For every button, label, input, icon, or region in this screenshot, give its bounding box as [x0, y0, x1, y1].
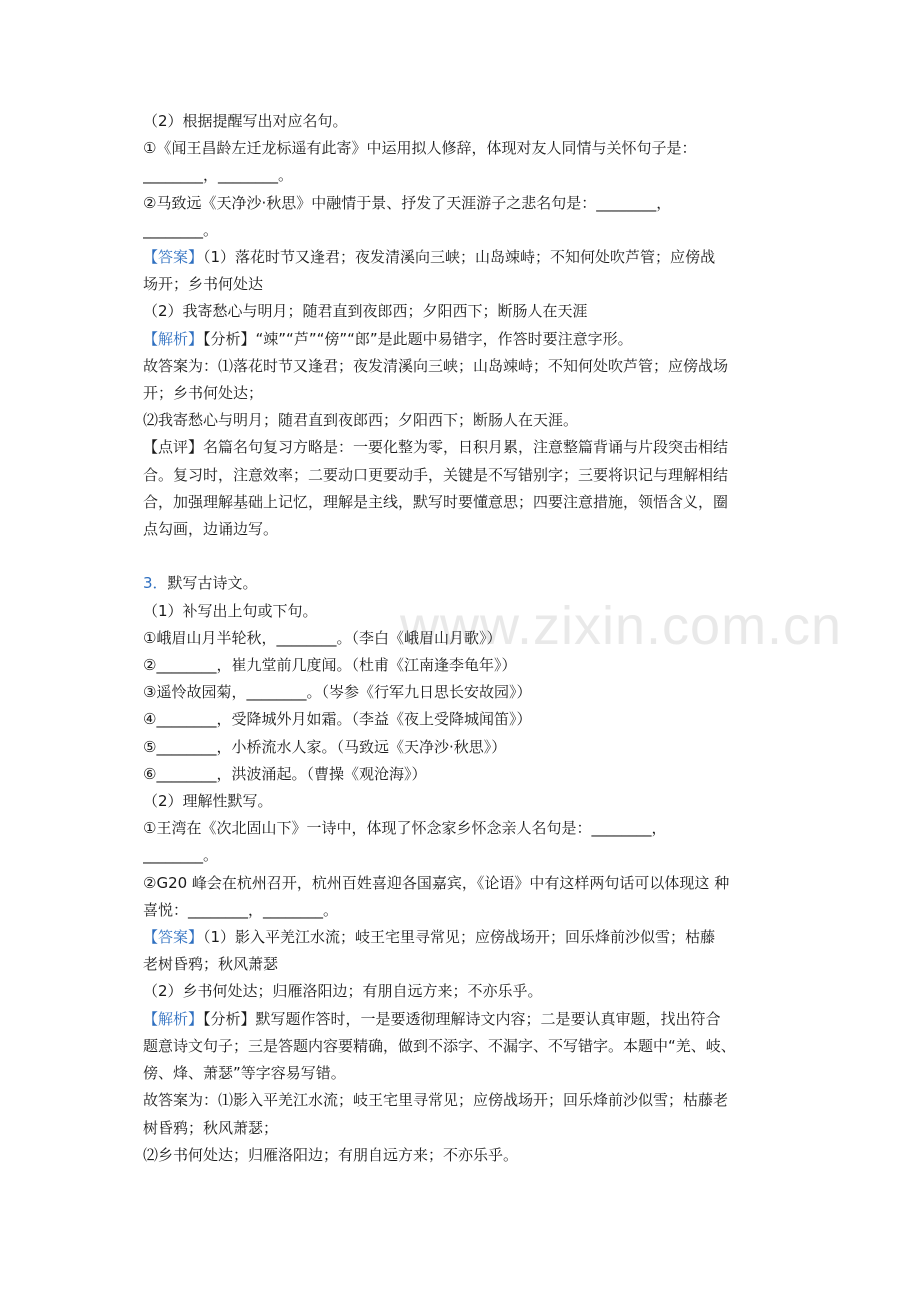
- q3-item1-blanks: ________。: [143, 846, 219, 865]
- q3-item: ⑥________，洪波涌起。（曹操《观沧海》）: [143, 764, 427, 783]
- q2-solution-line2: 开；乡书何处达；: [143, 384, 264, 403]
- q2-comment-line3: 合，加强理解基础上记忆，理解是主线，默写时要懂意思；四要注意措施，领悟含义，圈: [143, 492, 729, 511]
- answer-text: （1）影入平羌江水流；岐王宅里寻常见；应傍战场开；回乐烽前沙似雪；枯藤: [203, 928, 716, 947]
- q3-answer-part2: （2）乡书何处达；归雁洛阳边；有朋自远方来；不亦乐乎。: [143, 982, 543, 1001]
- q3-item: ④________，受降城外月如霜。（李益《夜上受降城闻笛》）: [143, 710, 532, 729]
- q3-solution-part2: ⑵乡书何处达；归雁洛阳边；有朋自远方来；不亦乐乎。: [143, 1145, 519, 1164]
- q3-item: ③遥怜故园菊，________。（岑参《行军九日思长安故园》）: [143, 683, 532, 702]
- q2-solution-part2: ⑵我寄愁心与明月；随君直到夜郎西；夕阳西下；断肠人在天涯。: [143, 411, 579, 430]
- q3-title: [143, 570, 783, 597]
- q3-item: ②________，崔九堂前几度闻。（杜甫《江南逢李龟年》）: [143, 656, 517, 675]
- q3-item2-blanks: 喜悦：________，________。: [143, 900, 339, 919]
- q3-solution-line2: 树昏鸦；秋风萧瑟；: [143, 1118, 279, 1137]
- q2-comment-line4: 点勾画，边诵边写。: [143, 520, 279, 539]
- question-title: 默写古诗文。: [167, 574, 258, 593]
- analysis-text: 【分析】“竦”“芦”“傍”“郎”是此题中易错字，作答时要注意字形。: [203, 329, 633, 348]
- q3-part2-heading: （2）理解性默写。: [143, 792, 273, 811]
- question-number: 3．: [143, 574, 168, 593]
- analysis-text: 【分析】默写题作答时，一是要透彻理解诗文内容；二是要认真审题，找出符合: [203, 1009, 721, 1028]
- q3-item: ①峨眉山月半轮秋，________。（李白《峨眉山月歌》）: [143, 628, 502, 647]
- q3-answer-line1: [143, 924, 783, 951]
- watermark: www.zixin.com.cn: [400, 596, 843, 656]
- q2-answer-part2: （2）我寄愁心与明月；随君直到夜郎西；夕阳西下；断肠人在天涯: [143, 302, 588, 321]
- q3-item2-prompt: ②G20 峰会在杭州召开，杭州百姓喜迎各国嘉宾，《论语》中有这样两句话可以体现这 种: [143, 873, 730, 892]
- q2-item1-prompt: ①《闻王昌龄左迁龙标遥有此寄》中运用拟人修辞，体现对友人同情与关怀句子是：: [143, 139, 697, 158]
- answer-text: （1）落花时节又逢君；夜发清溪向三峡；山岛竦峙；不知何处吹芦管；应傍战: [203, 248, 716, 267]
- q2-item2-prompt: ②马致远《天净沙·秋思》中融情于景、抒发了天涯游子之悲名句是：________，: [143, 193, 672, 212]
- q2-part2-heading: （2）根据提醒写出对应名句。: [143, 112, 348, 130]
- q2-solution-line1: 故答案为：⑴落花时节又逢君；夜发清溪向三峡；山岛竦峙；不知何处吹芦管；应傍战场: [143, 356, 729, 375]
- q2-item1-blanks: ________，________。: [143, 166, 294, 185]
- q3-part1-heading: （1）补写出上句或下句。: [143, 601, 318, 620]
- spacer: [143, 543, 783, 570]
- q3-item: ⑤________，小桥流水人家。（马致远《天净沙·秋思》）: [143, 737, 507, 756]
- q3-solution-line1: 故答案为：⑴影入平羌江水流；岐王宅里寻常见；应傍战场开；回乐烽前沙似雪；枯藤老: [143, 1091, 729, 1110]
- q3-answer-line2: 老树昏鸦；秋风萧瑟: [143, 955, 279, 974]
- q3-analysis-line3: 傍、烽、萧瑟”等字容易写错。: [143, 1064, 346, 1083]
- q2-answer-line2: 场开；乡书何处达: [143, 275, 264, 294]
- q2-comment-line2: 合。复习时，注意效率；二要动口更要动手，关键是不写错别字；三要将识记与理解相结: [143, 465, 729, 484]
- q2-comment-line1: 【点评】名篇名句复习方略是：一要化整为零，日积月累，注意整篇背诵与片段突击相结: [143, 438, 729, 457]
- q2-analysis: [143, 326, 783, 353]
- document-page: [143, 108, 783, 1169]
- q3-analysis-line1: [143, 1006, 783, 1033]
- answer-tag: 【答案】: [143, 928, 204, 947]
- analysis-tag: 【解析】: [143, 329, 204, 348]
- q3-analysis-line2: 题意诗文句子；三是答题内容要精确，做到不添字、不漏字、不写错字。本题中“羌、岐、: [143, 1036, 736, 1055]
- answer-tag: 【答案】: [143, 248, 204, 267]
- q2-item2-blanks: ________。: [143, 220, 219, 239]
- q2-answer-line1: [143, 244, 783, 271]
- analysis-tag: 【解析】: [143, 1009, 204, 1028]
- q3-item1-prompt: ①王湾在《次北固山下》一诗中，体现了怀念家乡怀念亲人名句是：________，: [143, 819, 667, 838]
